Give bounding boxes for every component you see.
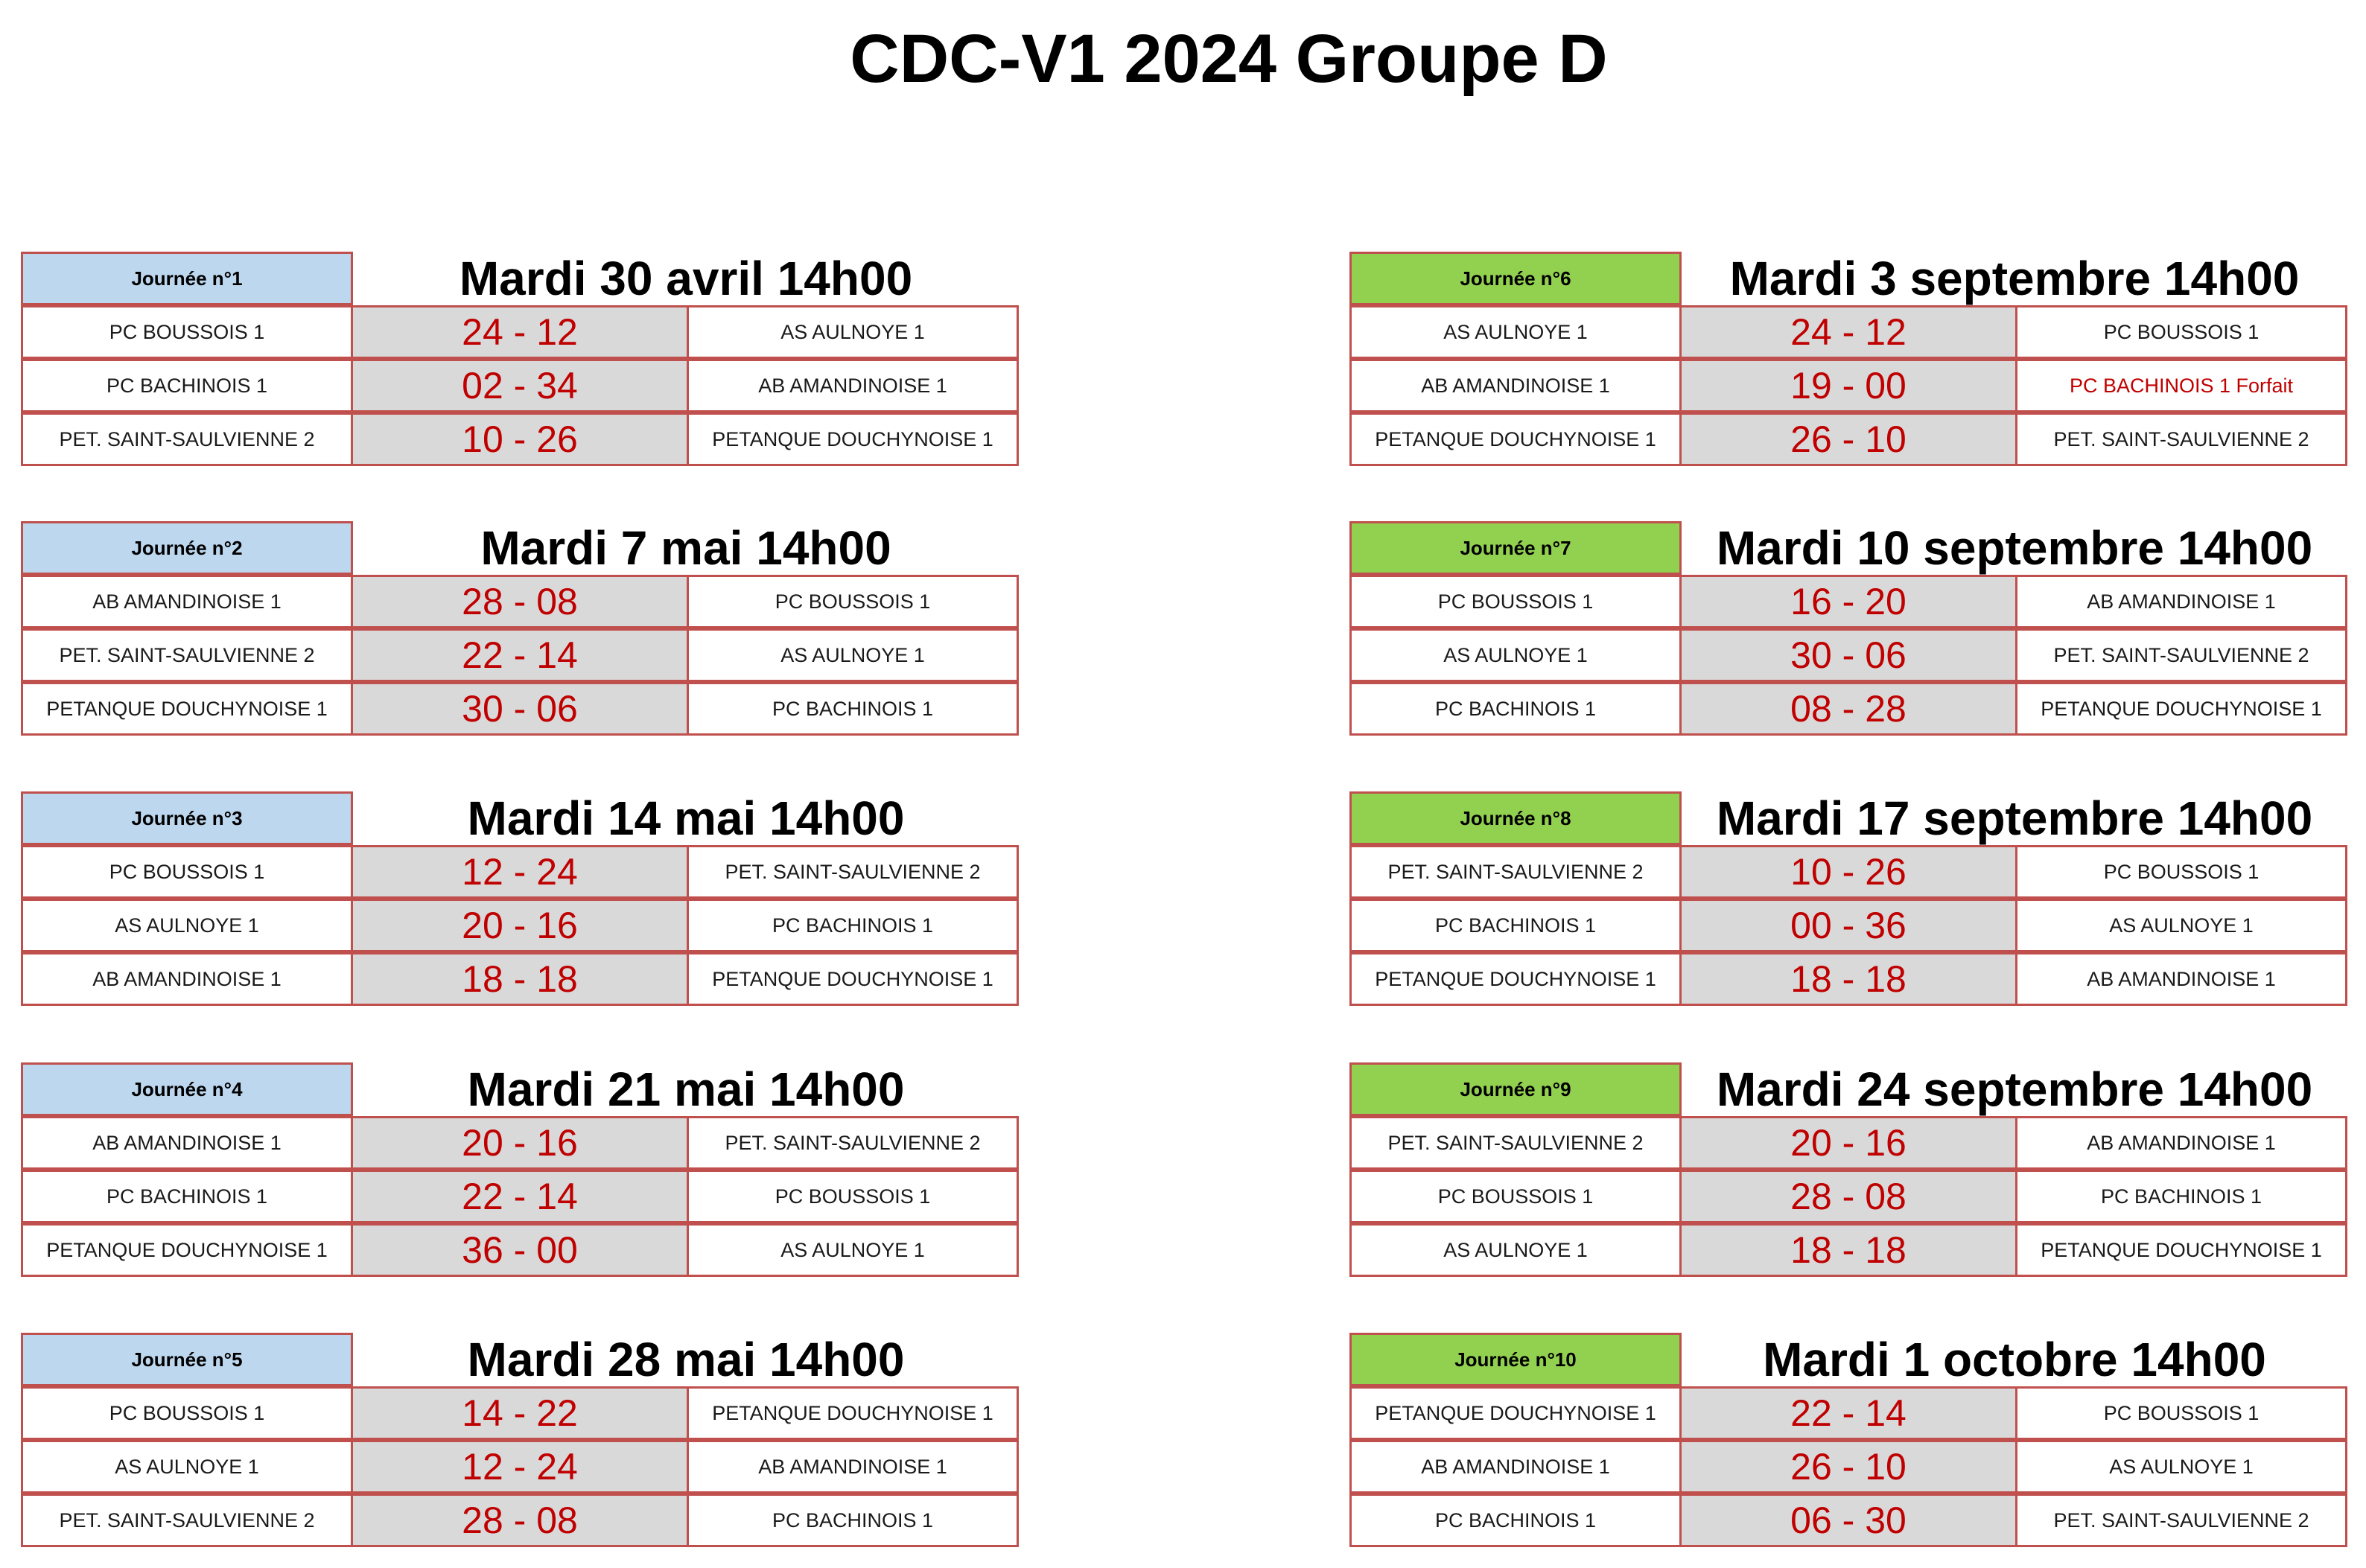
journee-block-10 (1349, 1333, 2347, 1549)
match-score: 22 - 14 (353, 628, 687, 682)
home-team: AB AMANDINOISE 1 (21, 575, 353, 628)
match-row (1349, 575, 2347, 628)
away-team: PC BOUSSOIS 1 (2015, 845, 2347, 899)
match-row (21, 899, 1019, 952)
journee-label: Journée n°5 (21, 1333, 353, 1386)
journee-block-8 (1349, 791, 2347, 1007)
match-score: 10 - 26 (353, 412, 687, 466)
home-team: PETANQUE DOUCHYNOISE 1 (1349, 1386, 1682, 1440)
match-row (1349, 1494, 2347, 1547)
journee-label: Journée n°9 (1349, 1062, 1682, 1116)
home-team: AB AMANDINOISE 1 (21, 952, 353, 1006)
away-team: PETANQUE DOUCHYNOISE 1 (2015, 682, 2347, 736)
match-row (21, 1494, 1019, 1547)
match-row (1349, 682, 2347, 736)
away-team: AB AMANDINOISE 1 (2015, 575, 2347, 628)
away-team: PET. SAINT-SAULVIENNE 2 (2015, 628, 2347, 682)
match-score: 18 - 18 (1682, 1223, 2015, 1277)
match-row (1349, 628, 2347, 682)
away-team: PET. SAINT-SAULVIENNE 2 (687, 1116, 1019, 1170)
home-team: PC BOUSSOIS 1 (21, 305, 353, 359)
home-team: AB AMANDINOISE 1 (21, 1116, 353, 1170)
away-team: PETANQUE DOUCHYNOISE 1 (687, 952, 1019, 1006)
journee-date: Mardi 3 septembre 14h00 (1729, 252, 2300, 305)
match-score: 36 - 00 (353, 1223, 687, 1277)
match-score: 24 - 12 (353, 305, 687, 359)
away-team: AS AULNOYE 1 (2015, 899, 2347, 952)
journee-date: Mardi 24 septembre 14h00 (1716, 1062, 2313, 1116)
home-team: PC BOUSSOIS 1 (21, 1386, 353, 1440)
match-score: 12 - 24 (353, 1440, 687, 1494)
journee-label: Journée n°4 (21, 1062, 353, 1116)
match-score: 16 - 20 (1682, 575, 2015, 628)
journee-label: Journée n°2 (21, 521, 353, 575)
match-row (21, 628, 1019, 682)
match-row (21, 412, 1019, 466)
match-row (1349, 952, 2347, 1006)
match-score: 18 - 18 (353, 952, 687, 1006)
journee-date: Mardi 30 avril 14h00 (459, 252, 913, 305)
match-score: 20 - 16 (353, 1116, 687, 1170)
match-score: 02 - 34 (353, 359, 687, 412)
away-team-forfeit: PC BACHINOIS 1 Forfait (2015, 359, 2347, 412)
match-row (1349, 359, 2347, 412)
match-row (21, 845, 1019, 899)
page-title: CDC-V1 2024 Groupe D (850, 21, 1608, 97)
home-team: AS AULNOYE 1 (1349, 305, 1682, 359)
match-score: 19 - 00 (1682, 359, 2015, 412)
journee-date: Mardi 14 mai 14h00 (467, 791, 905, 845)
journee-block-2 (21, 521, 1019, 737)
journee-label: Journée n°1 (21, 252, 353, 305)
match-row (21, 575, 1019, 628)
home-team: PETANQUE DOUCHYNOISE 1 (21, 682, 353, 736)
journee-block-9 (1349, 1062, 2347, 1278)
journee-block-3 (21, 791, 1019, 1007)
match-score: 28 - 08 (1682, 1170, 2015, 1223)
match-row (21, 1440, 1019, 1494)
journee-block-5 (21, 1333, 1019, 1549)
match-score: 22 - 14 (353, 1170, 687, 1223)
journee-date: Mardi 10 septembre 14h00 (1716, 521, 2313, 575)
match-row (21, 952, 1019, 1006)
away-team: PETANQUE DOUCHYNOISE 1 (2015, 1223, 2347, 1277)
away-team: PC BACHINOIS 1 (687, 899, 1019, 952)
away-team: PC BOUSSOIS 1 (2015, 1386, 2347, 1440)
home-team: PC BACHINOIS 1 (1349, 682, 1682, 736)
journee-date: Mardi 21 mai 14h00 (467, 1062, 905, 1116)
match-row (1349, 1386, 2347, 1440)
match-score: 26 - 10 (1682, 1440, 2015, 1494)
home-team: PC BACHINOIS 1 (21, 1170, 353, 1223)
home-team: AS AULNOYE 1 (1349, 1223, 1682, 1277)
match-row (1349, 1223, 2347, 1277)
journee-label: Journée n°6 (1349, 252, 1682, 305)
away-team: PC BOUSSOIS 1 (2015, 305, 2347, 359)
match-score: 10 - 26 (1682, 845, 2015, 899)
home-team: PETANQUE DOUCHYNOISE 1 (21, 1223, 353, 1277)
match-row (1349, 1116, 2347, 1170)
journee-label: Journée n°7 (1349, 521, 1682, 575)
match-row (1349, 845, 2347, 899)
away-team: AS AULNOYE 1 (2015, 1440, 2347, 1494)
match-row (21, 1170, 1019, 1223)
journee-label: Journée n°10 (1349, 1333, 1682, 1386)
match-row (1349, 899, 2347, 952)
journee-block-6 (1349, 252, 2347, 468)
match-score: 28 - 08 (353, 1494, 687, 1547)
away-team: AB AMANDINOISE 1 (2015, 1116, 2347, 1170)
home-team: PET. SAINT-SAULVIENNE 2 (1349, 1116, 1682, 1170)
home-team: AB AMANDINOISE 1 (1349, 359, 1682, 412)
away-team: PETANQUE DOUCHYNOISE 1 (687, 412, 1019, 466)
home-team: PC BACHINOIS 1 (1349, 899, 1682, 952)
journee-block-7 (1349, 521, 2347, 737)
away-team: PC BOUSSOIS 1 (687, 1170, 1019, 1223)
match-score: 14 - 22 (353, 1386, 687, 1440)
match-row (21, 359, 1019, 412)
home-team: PC BACHINOIS 1 (1349, 1494, 1682, 1547)
away-team: AB AMANDINOISE 1 (2015, 952, 2347, 1006)
home-team: PC BOUSSOIS 1 (21, 845, 353, 899)
away-team: PC BACHINOIS 1 (687, 1494, 1019, 1547)
match-score: 00 - 36 (1682, 899, 2015, 952)
match-row (21, 682, 1019, 736)
home-team: PET. SAINT-SAULVIENNE 2 (21, 628, 353, 682)
away-team: PET. SAINT-SAULVIENNE 2 (2015, 412, 2347, 466)
away-team: PET. SAINT-SAULVIENNE 2 (2015, 1494, 2347, 1547)
match-score: 12 - 24 (353, 845, 687, 899)
match-score: 18 - 18 (1682, 952, 2015, 1006)
home-team: PET. SAINT-SAULVIENNE 2 (21, 1494, 353, 1547)
journee-block-4 (21, 1062, 1019, 1278)
away-team: AB AMANDINOISE 1 (687, 359, 1019, 412)
home-team: PC BACHINOIS 1 (21, 359, 353, 412)
journee-date: Mardi 28 mai 14h00 (467, 1333, 905, 1386)
journee-date: Mardi 7 mai 14h00 (480, 521, 891, 575)
away-team: PC BACHINOIS 1 (687, 682, 1019, 736)
home-team: PC BOUSSOIS 1 (1349, 575, 1682, 628)
match-score: 20 - 16 (1682, 1116, 2015, 1170)
away-team: PETANQUE DOUCHYNOISE 1 (687, 1386, 1019, 1440)
journee-block-1 (21, 252, 1019, 468)
match-score: 28 - 08 (353, 575, 687, 628)
home-team: PET. SAINT-SAULVIENNE 2 (1349, 845, 1682, 899)
match-score: 06 - 30 (1682, 1494, 2015, 1547)
home-team: PETANQUE DOUCHYNOISE 1 (1349, 952, 1682, 1006)
journee-date: Mardi 17 septembre 14h00 (1716, 791, 2313, 845)
away-team: AS AULNOYE 1 (687, 305, 1019, 359)
home-team: PETANQUE DOUCHYNOISE 1 (1349, 412, 1682, 466)
match-score: 08 - 28 (1682, 682, 2015, 736)
away-team: PC BACHINOIS 1 (2015, 1170, 2347, 1223)
journee-label: Journée n°8 (1349, 791, 1682, 845)
home-team: AS AULNOYE 1 (1349, 628, 1682, 682)
match-row (1349, 305, 2347, 359)
match-score: 22 - 14 (1682, 1386, 2015, 1440)
match-row (21, 1116, 1019, 1170)
away-team: AS AULNOYE 1 (687, 1223, 1019, 1277)
home-team: PET. SAINT-SAULVIENNE 2 (21, 412, 353, 466)
home-team: AS AULNOYE 1 (21, 899, 353, 952)
match-row (1349, 412, 2347, 466)
match-row (21, 1223, 1019, 1277)
away-team: AS AULNOYE 1 (687, 628, 1019, 682)
match-score: 24 - 12 (1682, 305, 2015, 359)
match-score: 20 - 16 (353, 899, 687, 952)
away-team: PET. SAINT-SAULVIENNE 2 (687, 845, 1019, 899)
journee-label: Journée n°3 (21, 791, 353, 845)
match-row (21, 305, 1019, 359)
home-team: AB AMANDINOISE 1 (1349, 1440, 1682, 1494)
home-team: PC BOUSSOIS 1 (1349, 1170, 1682, 1223)
away-team: AB AMANDINOISE 1 (687, 1440, 1019, 1494)
match-row (21, 1386, 1019, 1440)
match-score: 26 - 10 (1682, 412, 2015, 466)
match-score: 30 - 06 (1682, 628, 2015, 682)
home-team: AS AULNOYE 1 (21, 1440, 353, 1494)
away-team: PC BOUSSOIS 1 (687, 575, 1019, 628)
journee-date: Mardi 1 octobre 14h00 (1763, 1333, 2266, 1386)
match-row (1349, 1170, 2347, 1223)
match-row (1349, 1440, 2347, 1494)
match-score: 30 - 06 (353, 682, 687, 736)
